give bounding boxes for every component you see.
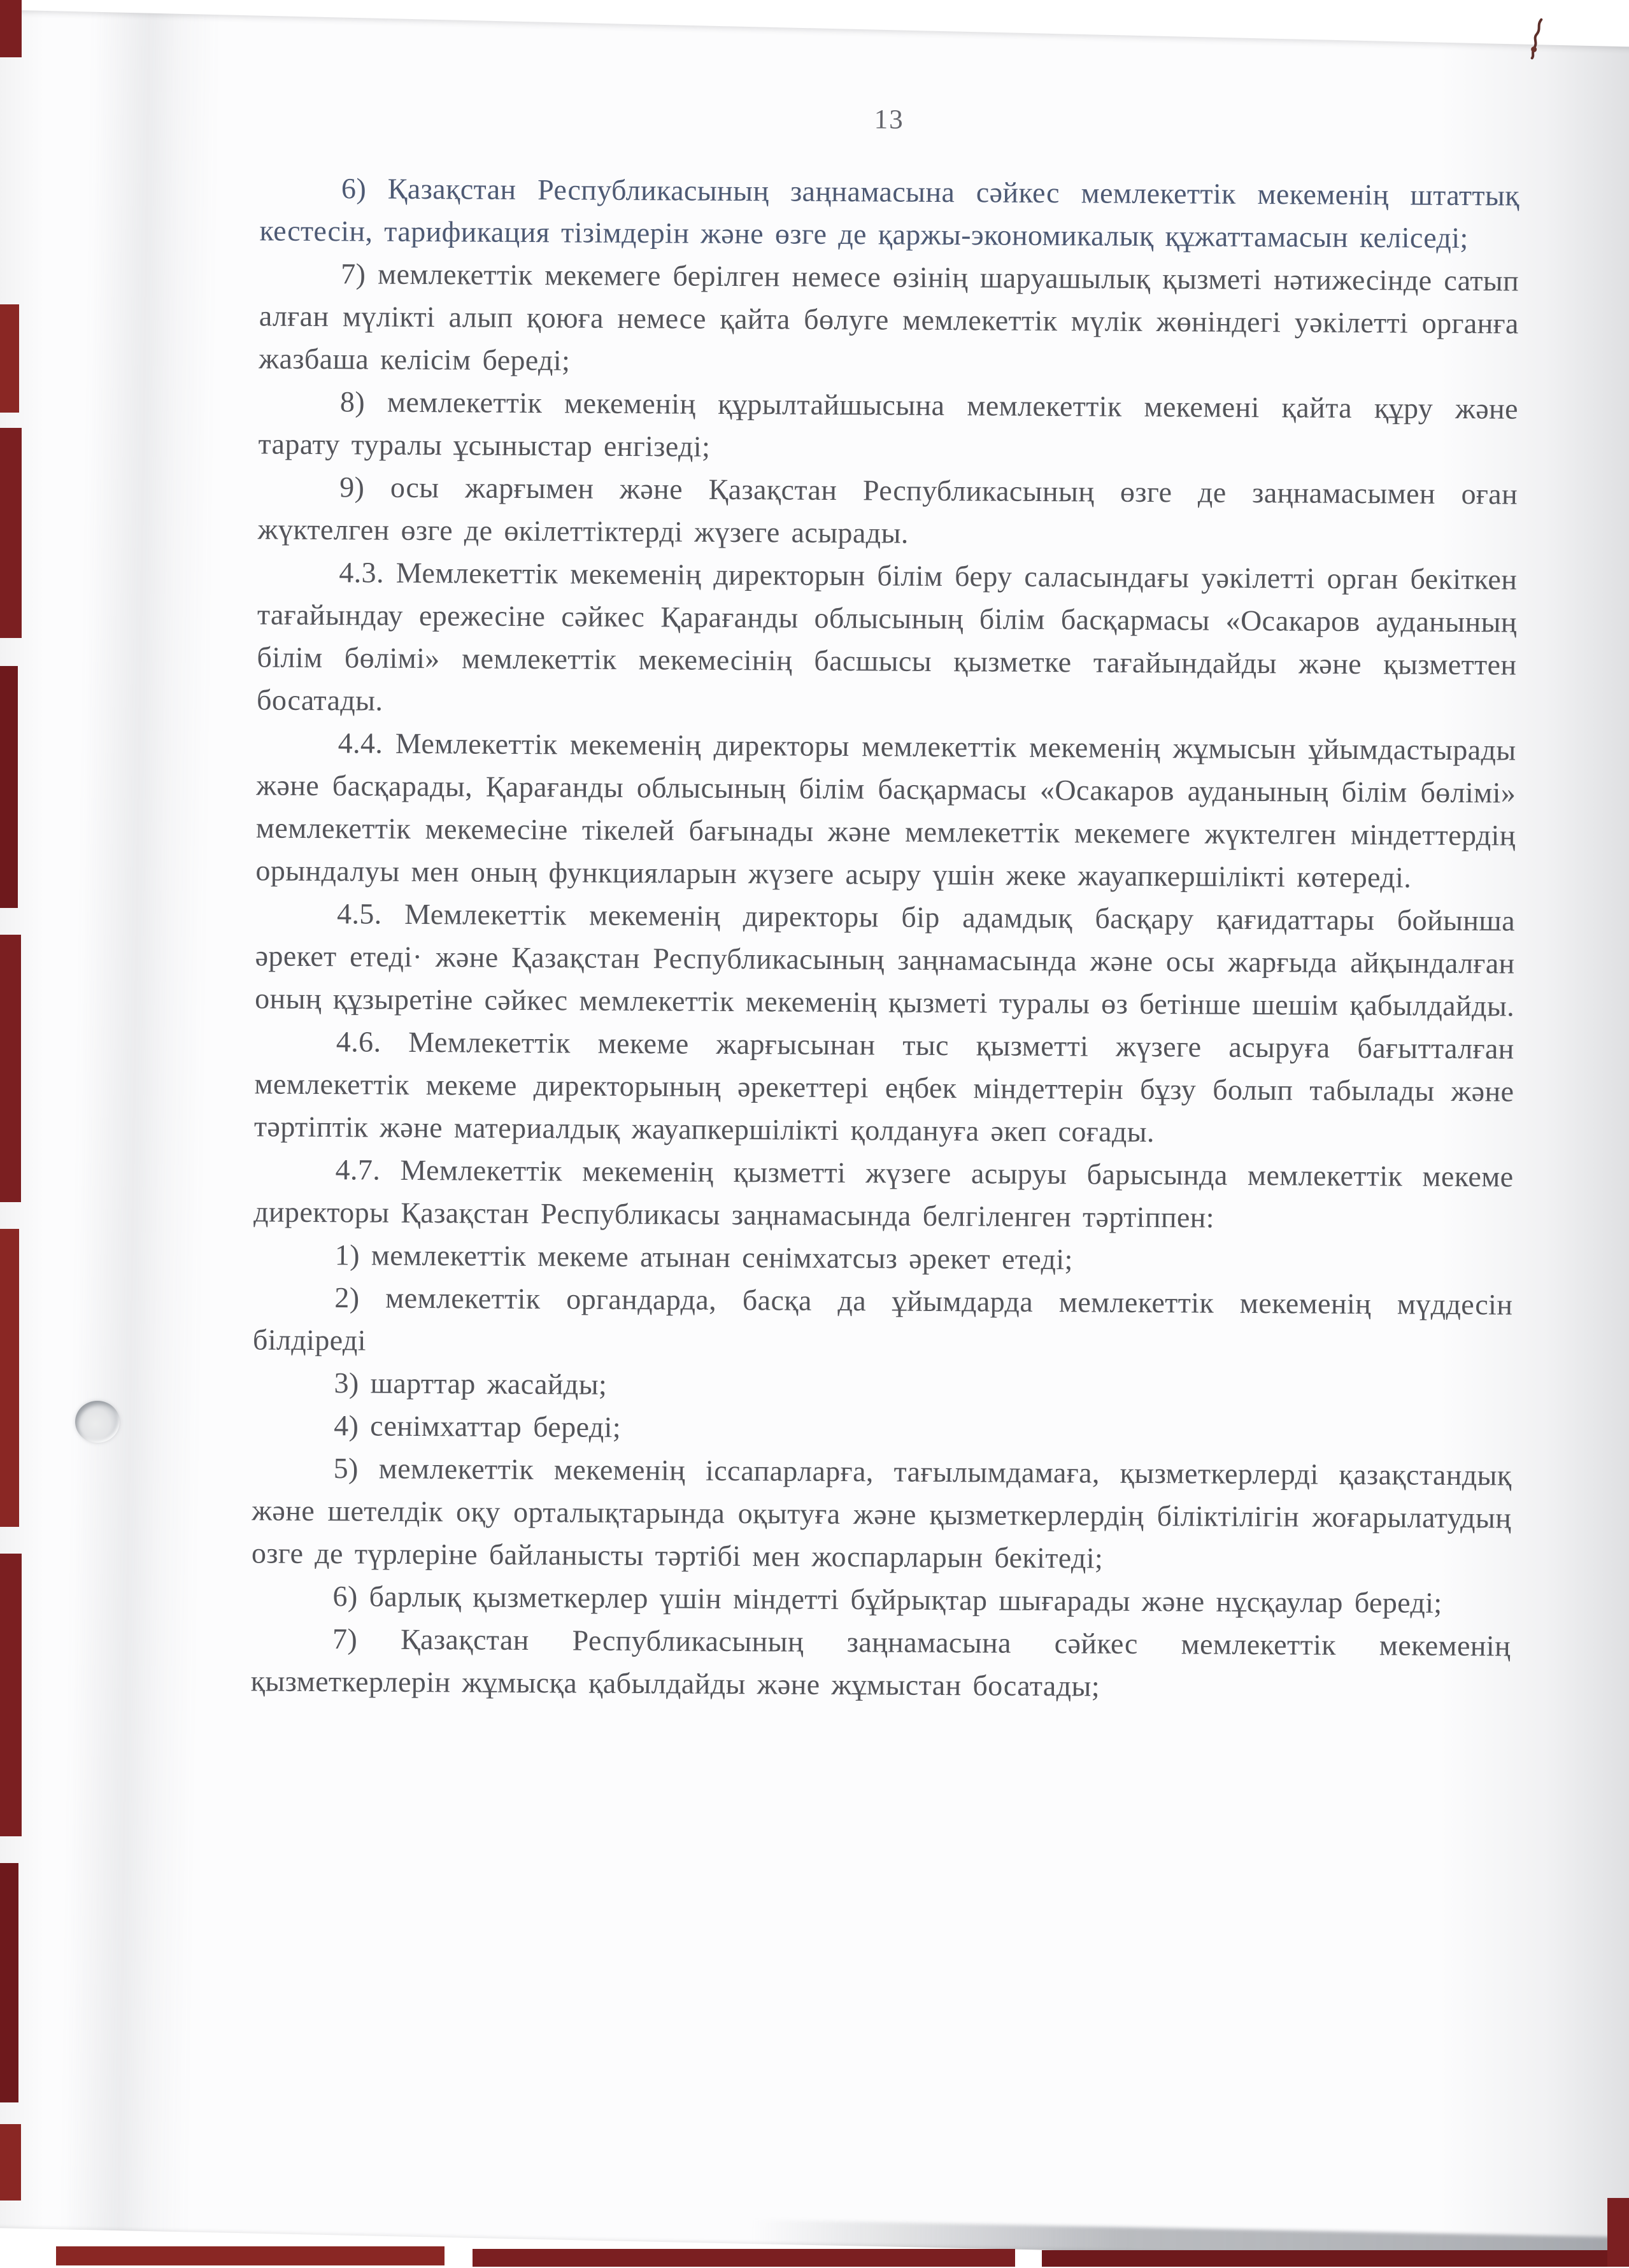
scan-edge-artifact: [1042, 2250, 1611, 2267]
paragraph: 4.5. Мемлекеттік мекеменің директоры бір адамдық басқару қағидаттары бойынша әрекет етеді· және Қазақстан Республикасының заңнамасында және осы жарғыда айқындалған оның құзыретіне сәйкес мемлекеттік мекеменің қызметі туралы өз бетінше шешім қабылдайды.: [255, 897, 1516, 1023]
paragraph: 4.3. Мемлекеттік мекеменің директорын білім беру саласындағы уәкілетті орган бекіткен тағайындау ережесіне сәйкес Қарағанды облысының білім басқармасы «Осакаров ауданының білім бөлімі» мемлекеттік мекемесінің басшысы қызметке тағайындайды және қызметтен босатады.: [256, 556, 1518, 717]
document-body: [250, 166, 1519, 1710]
paragraph: 4.4. Мемлекеттік мекеменің директоры мемлекеттік мекеменің жұмысын ұйымдастырады және басқарады, Қарағанды облысының білім басқармасы «Осакаров ауданының білім бөлімі» мемлекеттік мекемесіне тікелей бағынады және мемлекеттік мекемеге жүктелген міндеттердің орындалуы мен оның функцияларын жүзеге асыру үшін жеке жауапкершілікті көтереді.: [255, 726, 1516, 894]
scan-edge-artifact: [56, 2246, 445, 2265]
scan-edge-artifact: [0, 1229, 19, 1527]
paragraph: 2) мемлекеттік органдарда, басқа да ұйымдарда мемлекеттік мекеменің мүддесін білдіреді: [252, 1281, 1513, 1357]
paragraph: 1) мемлекеттік мекеме атынан сенімхатсыз әрекет етеді;: [334, 1238, 1073, 1276]
paragraph: 7) Қазақстан Республикасының заңнамасына сәйкес мемлекеттік мекеменің қызметкерлерін жұмысқа қабылдайды және жұмыстан босатады;: [250, 1622, 1511, 1703]
paragraph: 4.7. Мемлекеттік мекеменің қызметті жүзеге асыруы барысында мемлекеттік мекеме директоры Қазақстан Республикасы заңнамасында белгіленген тәртіппен:: [253, 1153, 1514, 1234]
hole-punch: [75, 1401, 120, 1443]
paragraph: 8) мемлекеттік мекеменің құрылтайшысына мемлекеттік мекемені қайта құру және тарату туралы ұсыныстар енгізеді;: [258, 385, 1519, 463]
scan-edge-artifact: [473, 2249, 1015, 2267]
scan-edge-artifact: [0, 1863, 18, 2102]
scan-edge-artifact: [0, 428, 22, 638]
scan-edge-artifact: [0, 0, 22, 57]
scan-edge-artifact: [0, 2124, 21, 2201]
page-number: 13: [874, 104, 904, 135]
paragraph: 7) мемлекеттік мекемеге берілген немесе өзінің шаруашылық қызметі нәтижесінде сатып алған мүлікті алып қоюға немесе қайта бөлуге мемлекеттік мүлік жөніндегі уәкілетті органға жазбаша келісім береді;: [259, 257, 1519, 377]
scan-edge-artifact: [0, 304, 19, 413]
scan-edge-artifact: [0, 935, 21, 1202]
paragraph: 4) сенімхаттар береді;: [334, 1409, 622, 1443]
paragraph: 5) мемлекеттік мекеменің іссапарларға, тағылымдамаға, қызметкерлерді қазақстандық және шетелдік оқу орталықтарында оқытуға және қызметкерлердің біліктілігін жоғарылатудың озге де түрлеріне байланысты тәртібі мен жоспарларын бекітеді;: [251, 1452, 1512, 1575]
paragraph: 6) барлық қызметкерлер үшін міндетті бұйрықтар шығарады және нұсқаулар береді;: [332, 1580, 1442, 1619]
scan-edge-artifact: [1607, 2198, 1629, 2267]
paragraph: 3) шарттар жасайды;: [334, 1366, 608, 1401]
paragraph: 9) осы жарғымен және Қазақстан Республикасының өзге де заңнамасымен оған жүктелген өзге де өкілеттіктерді жүзеге асырады.: [257, 471, 1518, 549]
scan-edge-artifact: [0, 1554, 22, 1836]
paragraph: 6) Қазақстан Республикасының заңнамасына сәйкес мемлекеттік мекеменің штаттық кестесін, тарификация тізімдерін және өзге де қаржы-экономикалық құжаттамасын келіседі;: [259, 172, 1520, 255]
paragraph: 4.6. Мемлекеттік мекеме жарғысынан тыс қызметті жүзеге асыруға бағытталған мемлекеттік мекеме директорының әрекеттері еңбек міндеттерін бұзу болып табылады және тәртіптік және материалдық жауапкершілікті қолдануға әкеп соғады.: [253, 1025, 1514, 1149]
scan-edge-artifact: [0, 666, 18, 908]
